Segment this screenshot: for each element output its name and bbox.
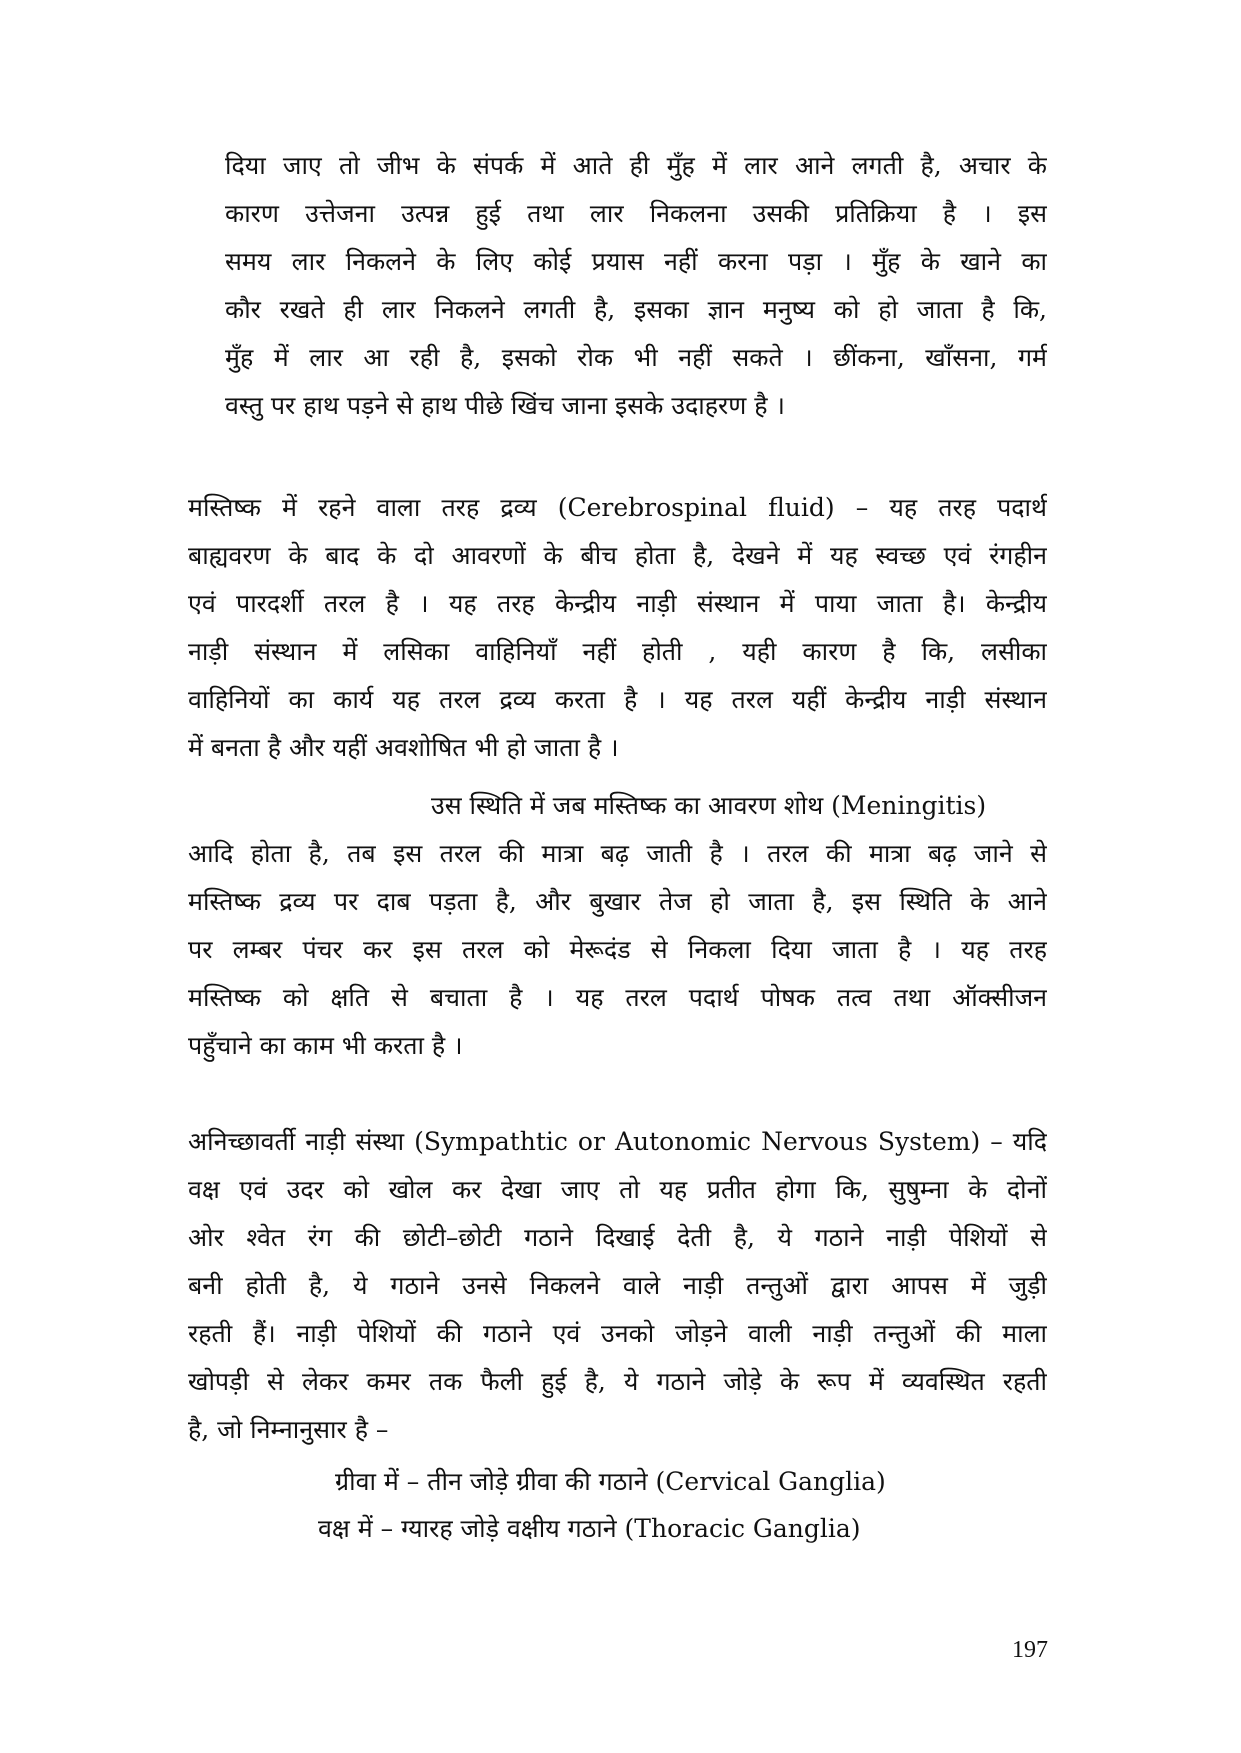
text-line: एवं पारदर्शी तरल है । यह तरह केन्द्रीय नाड़ी संस्थान में पाया जाता है। केन्द्रीय <box>188 589 1047 618</box>
text-line: मुँह में लार आ रही है, इसको रोक भी नहीं सकते । छींकना, खाँसना, गर्म <box>225 343 1047 372</box>
text-line: मस्तिष्क द्रव्य पर दाब पड़ता है, और बुखार तेज हो जाता है, इस स्थिति के आने <box>188 887 1047 916</box>
text-line: खोपड़ी से लेकर कमर तक फैली हुई है, ये गठाने जोड़े के रूप में व्यवस्थित रहती <box>188 1367 1047 1396</box>
paragraph-meningitis <box>188 782 1047 1070</box>
paragraph-cerebrospinal-fluid <box>188 484 1047 772</box>
text-line: आदि होता है, तब इस तरल की मात्रा बढ़ जाती है । तरल की मात्रा बढ़ जाने से <box>188 839 1047 868</box>
text-line: कौर रखते ही लार निकलने लगती है, इसका ज्ञान मनुष्य को हो जाता है कि, <box>225 295 1047 324</box>
text-line: समय लार निकलने के लिए कोई प्रयास नहीं करना पड़ा । मुँह के खाने का <box>225 247 1047 276</box>
text-line: है, जो निम्नानुसार है – <box>188 1415 389 1444</box>
text-line: में बनता है और यहीं अवशोषित भी हो जाता है । <box>188 733 619 762</box>
text-line: पर लम्बर पंचर कर इस तरल को मेरूदंड से निकला दिया जाता है । यह तरह <box>188 935 1047 964</box>
text-line: बाह्यवरण के बाद के दो आवरणों के बीच होता है, देखने में यह स्वच्छ एवं रंगहीन <box>188 541 1047 570</box>
page-number: 197 <box>1012 1637 1048 1663</box>
text-line: नाड़ी संस्थान में लसिका वाहिनियाँ नहीं होती , यही कारण है कि, लसीका <box>188 637 1047 666</box>
text-line: ओर श्वेत रंग की छोटी–छोटी गठाने दिखाई देती है, ये गठाने नाड़ी पेशियों से <box>188 1223 1047 1252</box>
text-line: मस्तिष्क को क्षति से बचाता है । यह तरल पदार्थ पोषक तत्व तथा ऑक्सीजन <box>188 983 1047 1012</box>
text-line: वाहिनियों का कार्य यह तरल द्रव्य करता है । यह तरल यहीं केन्द्रीय नाड़ी संस्थान <box>188 685 1047 714</box>
list-item-thoracic-ganglia: वक्ष में – ग्यारह जोड़े वक्षीय गठाने (Thoracic Ganglia) <box>318 1514 861 1543</box>
text-line: रहती हैं। नाड़ी पेशियों की गठाने एवं उनको जोड़ने वाली नाड़ी तन्तुओं की माला <box>188 1319 1047 1348</box>
text-line: वक्ष एवं उदर को खोल कर देखा जाए तो यह प्रतीत होगा कि, सुषुम्ना के दोनों <box>188 1175 1047 1204</box>
list-item-cervical-ganglia: ग्रीवा में – तीन जोड़े ग्रीवा की गठाने (Cervical Ganglia) <box>335 1467 886 1496</box>
text-line: मस्तिष्क में रहने वाला तरह द्रव्य (Cerebrospinal fluid) – यह तरह पदार्थ <box>188 493 1047 522</box>
text-line: कारण उत्तेजना उत्पन्न हुई तथा लार निकलना उसकी प्रतिक्रिया है । इस <box>225 199 1047 228</box>
text-line: अनिच्छावर्ती नाड़ी संस्था (Sympathtic or Autonomic Nervous System) – यदि <box>188 1127 1047 1156</box>
text-line: बनी होती है, ये गठाने उनसे निकलने वाले नाड़ी तन्तुओं द्वारा आपस में जुड़ी <box>188 1271 1047 1300</box>
text-line: वस्तु पर हाथ पड़ने से हाथ पीछे खिंच जाना इसके उदाहरण है । <box>225 391 785 420</box>
paragraph-reflex-action <box>225 142 1047 430</box>
text-line: उस स्थिति में जब मस्तिष्क का आवरण शोथ (Meningitis) <box>431 791 987 820</box>
text-line: दिया जाए तो जीभ के संपर्क में आते ही मुँह में लार आने लगती है, अचार के <box>225 151 1047 180</box>
paragraph-autonomic-nervous-system <box>188 1118 1047 1454</box>
text-line: पहुँचाने का काम भी करता है । <box>188 1031 463 1060</box>
